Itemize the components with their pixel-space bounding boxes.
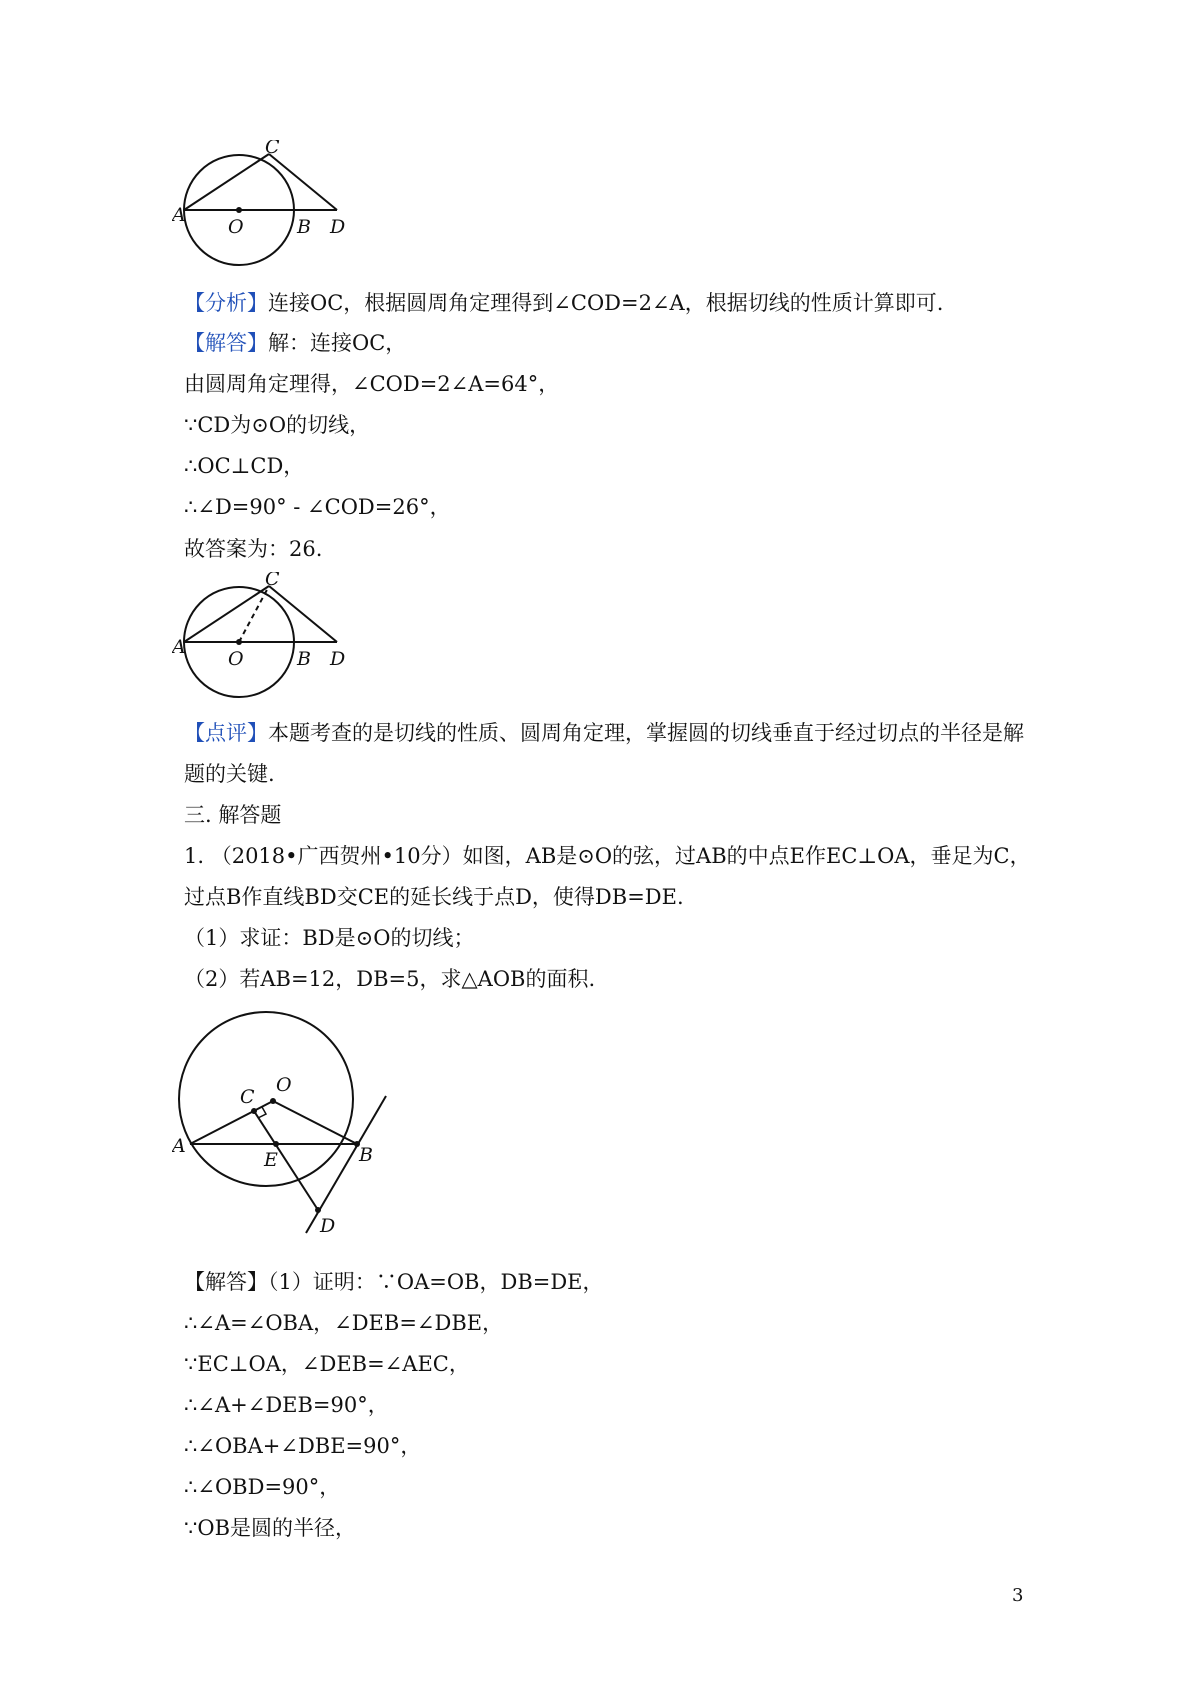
label-o: O — [228, 648, 244, 670]
solution-step: ∵CD为⊙O的切线， — [184, 413, 371, 437]
label-d: D — [330, 648, 346, 670]
figure-circle-tangent-1 — [172, 140, 372, 275]
solution-step: 故答案为：26. — [184, 537, 323, 561]
point-d — [315, 1207, 321, 1213]
segment-cd — [269, 586, 337, 642]
label-a: A — [172, 204, 186, 226]
problem-part-1: （1）求证：BD是⊙O的切线； — [184, 926, 475, 950]
segment-cd — [269, 154, 337, 210]
label-o: O — [228, 216, 244, 238]
label-a: A — [172, 636, 186, 658]
label-c: C — [265, 140, 280, 158]
label-d: D — [330, 216, 346, 238]
proof-line-1: 【解答】（1）证明：∵OA=OB，DB=DE， — [184, 1270, 604, 1294]
center-point — [236, 207, 242, 213]
proof-step: ∴∠OBD=90°， — [184, 1475, 341, 1499]
label-c: C — [240, 1086, 255, 1108]
problem-line-1: 1. （2018•广西贺州•10分）如图，AB是⊙O的弦，过AB的中点E作EC⊥OA，垂足为C， — [184, 844, 1031, 868]
label-d: D — [320, 1215, 336, 1237]
solution-step: 由圆周角定理得，∠COD=2∠A=64°， — [184, 372, 560, 396]
analysis-text: 连接OC，根据圆周角定理得到∠COD=2∠A，根据切线的性质计算即可. — [268, 291, 944, 315]
proof-step: ∴∠A=∠OBA，∠DEB=∠DBE， — [184, 1311, 504, 1335]
label-b: B — [359, 1144, 373, 1166]
comment-text: 本题考查的是切线的性质、圆周角定理，掌握圆的切线垂直于经过切点的半径是解 — [268, 721, 1024, 745]
segment-oc-dashed — [239, 586, 269, 642]
point-o — [270, 1098, 276, 1104]
problem-part-2: （2）若AB=12，DB=5，求△AOB的面积. — [184, 967, 596, 991]
point-e — [273, 1141, 279, 1147]
label-e: E — [264, 1149, 278, 1171]
label-b: B — [297, 216, 311, 238]
solution-line — [184, 329, 406, 357]
page-number: 3 — [1012, 1585, 1024, 1606]
figure-circle-tangent-2 — [172, 572, 372, 707]
label-c: C — [265, 572, 280, 590]
proof-step: ∵OB是圆的半径， — [184, 1516, 357, 1540]
problem-line-2: 过点B作直线BD交CE的延长线于点D，使得DB=DE. — [184, 885, 684, 909]
solution-text: 解：连接OC， — [268, 331, 407, 355]
comment-tag: 【点评】 — [184, 721, 268, 745]
proof-step: ∵EC⊥OA，∠DEB=∠AEC， — [184, 1352, 470, 1376]
comment-line-2: 题的关键. — [184, 762, 275, 786]
point-c — [251, 1108, 257, 1114]
label-b: B — [297, 648, 311, 670]
label-o: O — [276, 1074, 292, 1096]
comment-line — [184, 719, 1024, 747]
figure-chord-tangent — [172, 1010, 402, 1250]
analysis-tag: 【分析】 — [184, 291, 268, 315]
analysis-line — [184, 289, 943, 317]
proof-step: ∴∠A+∠DEB=90°， — [184, 1393, 389, 1417]
label-a: A — [172, 1135, 186, 1157]
solution-step: ∴∠D=90° - ∠COD=26°， — [184, 495, 451, 519]
segment-ac — [184, 154, 269, 210]
radius-ob — [273, 1101, 357, 1144]
section-heading: 三. 解答题 — [184, 803, 282, 827]
proof-step: ∴∠OBA+∠DBE=90°， — [184, 1434, 422, 1458]
segment-ac — [184, 586, 269, 642]
solution-step: ∴OC⊥CD， — [184, 454, 305, 478]
solution-tag: 【解答】 — [184, 331, 268, 355]
center-point — [236, 639, 242, 645]
